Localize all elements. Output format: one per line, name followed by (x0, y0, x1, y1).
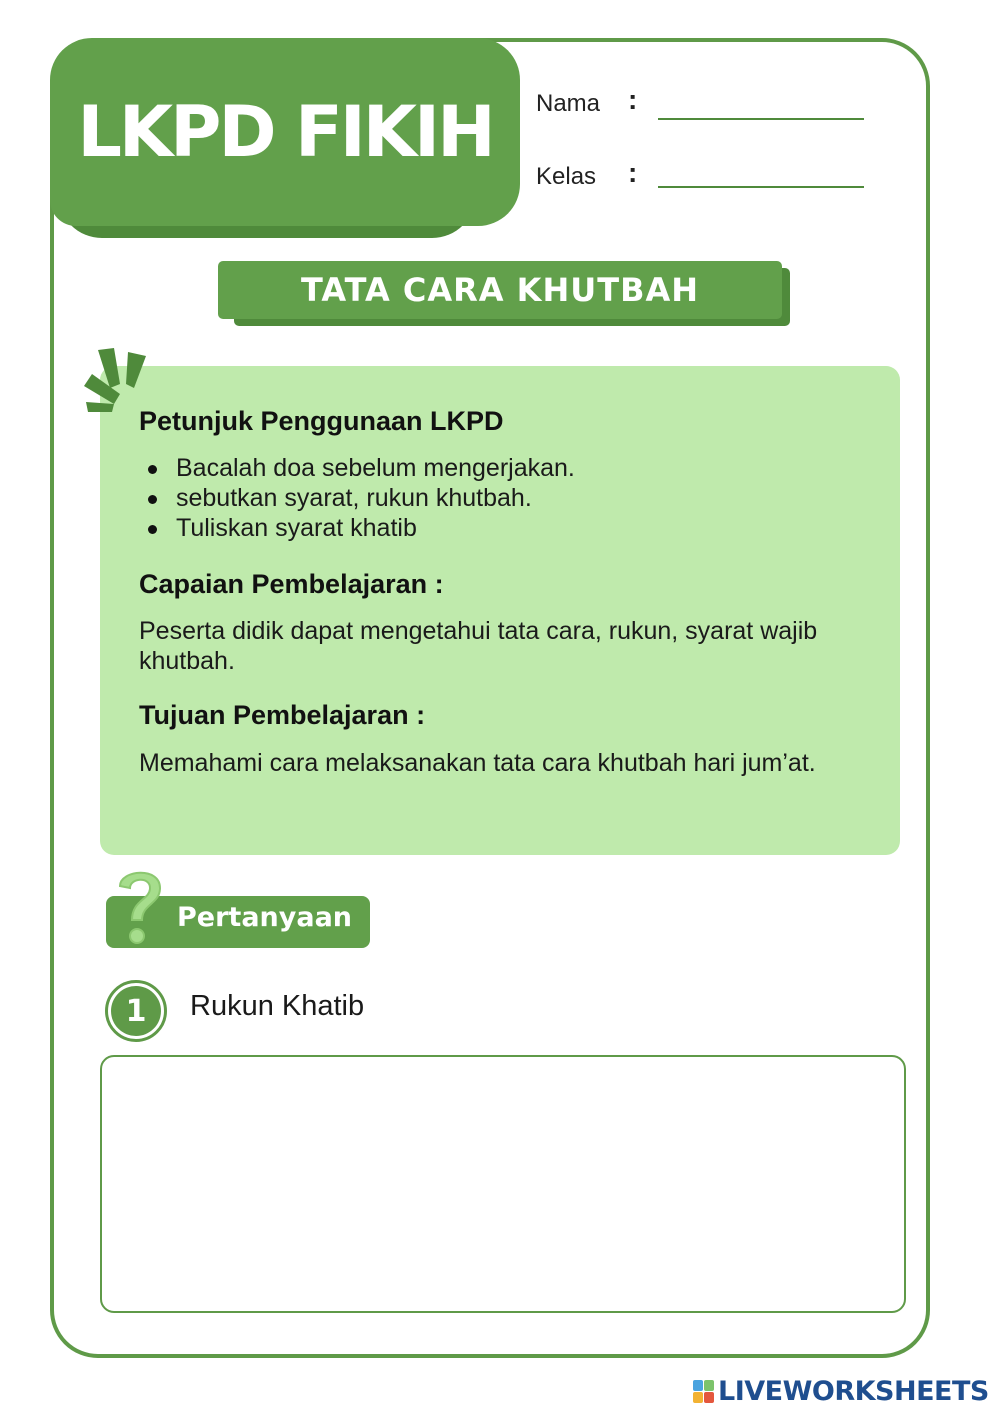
objectives-text: Memahami cara melaksanakan tata cara khutbah hari jum’at. (139, 749, 816, 777)
questions-label: Pertanyaan (177, 902, 353, 933)
answer-input[interactable] (100, 1055, 906, 1313)
subtitle-text: TATA CARA KHUTBAH (301, 271, 699, 309)
info-panel (100, 366, 900, 855)
name-input-line[interactable] (658, 118, 864, 120)
instructions-list (146, 453, 575, 543)
class-input-line[interactable] (658, 186, 864, 188)
bullet-icon (148, 495, 157, 504)
objectives-heading: Tujuan Pembelajaran : (139, 700, 426, 730)
name-colon: : (628, 84, 638, 115)
list-item: Tuliskan syarat khatib (146, 513, 575, 543)
brand-name: LIVEWORKSHEETS (718, 1376, 989, 1407)
outcomes-heading: Capaian Pembelajaran : (139, 569, 444, 599)
class-label: Kelas (536, 163, 597, 190)
subtitle-banner (218, 261, 782, 319)
list-item: sebutkan syarat, rukun khutbah. (146, 483, 575, 513)
question-number: 1 (111, 986, 161, 1036)
question-title: Rukun Khatib (190, 990, 365, 1022)
name-label: Nama (536, 90, 601, 117)
outcomes-text: Peserta didik dapat mengetahui tata cara, rukun, syarat wajib khutbah. (139, 617, 818, 675)
instructions-heading: Petunjuk Penggunaan LKPD (139, 406, 504, 436)
question-mark-icon (110, 864, 170, 954)
worksheet-title: LKPD FIKIH (77, 91, 493, 173)
list-item: Bacalah doa sebelum mengerjakan. (146, 453, 575, 483)
title-block (50, 38, 520, 226)
bullet-icon (148, 525, 157, 534)
brand-logo-icon (693, 1380, 715, 1404)
class-colon: : (628, 157, 638, 188)
bullet-icon (148, 465, 157, 474)
brand-logo (693, 1376, 989, 1407)
